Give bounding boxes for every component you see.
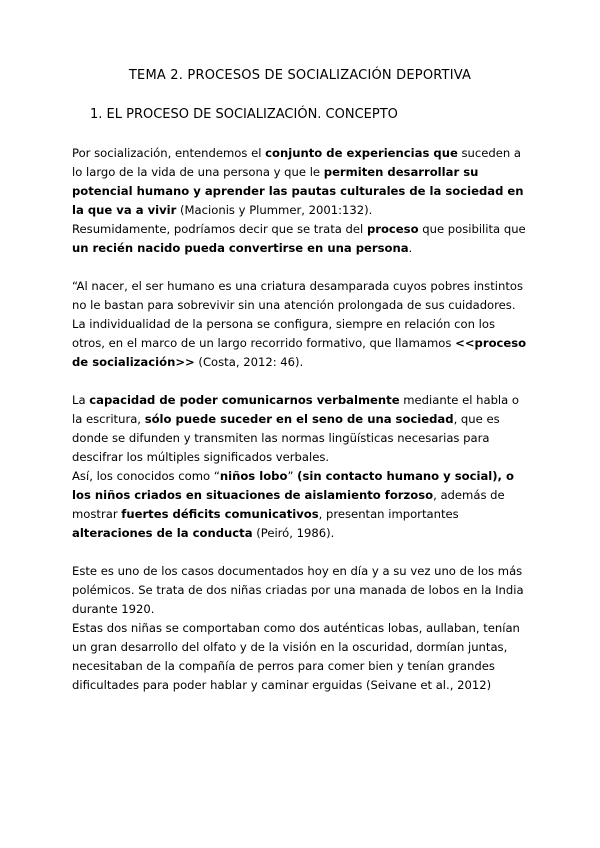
bold-run: proceso xyxy=(366,222,419,236)
text-run: Resumidamente, podríamos decir que se trata del xyxy=(72,222,367,236)
bold-run: <<proceso de socialización>> xyxy=(72,336,527,369)
bold-run: (sin contacto humano y social), o los niños criados en situaciones de aislamiento forzoso xyxy=(72,469,514,502)
paragraph-behavior: Estas dos niñas se comportaban como dos auténticas lobas, aullaban, tenían un gran desarrollo del olfato y de la visión en la oscuridad, dormían juntas, necesitaban de la compañía de perros para comer bien y tenían grandes dificultades para poder hablar y caminar erguidas (Seivane et al., 2012) xyxy=(72,621,520,692)
text-run: que posibilita que xyxy=(418,222,526,236)
paragraph-wolf-children xyxy=(72,467,528,543)
paragraph-quote xyxy=(72,277,528,372)
text-run: (Macionis y Plummer, 2001:132). xyxy=(176,203,373,217)
section-heading: 1. EL PROCESO DE SOCIALIZACIÓN. CONCEPTO xyxy=(90,107,398,122)
paragraph-definition xyxy=(72,144,528,220)
bold-run: alteraciones de la conducta xyxy=(72,526,253,540)
bold-run: niños lobo xyxy=(219,469,288,483)
text-run: La xyxy=(72,393,90,407)
text-run: Por socialización, entendemos el xyxy=(72,146,266,160)
document-title: TEMA 2. PROCESOS DE SOCIALIZACIÓN DEPORTIVA xyxy=(128,68,472,83)
bold-run: capacidad de poder comunicarnos verbalmente xyxy=(89,393,400,407)
text-run: (Peiró, 1986). xyxy=(252,526,335,540)
paragraph-communication xyxy=(72,391,528,467)
spacer xyxy=(72,258,528,277)
bold-run: permiten desarrollar su potencial humano y aprender las pautas culturales de la sociedad en la que va a vivir xyxy=(72,165,524,217)
bold-run: conjunto de experiencias que xyxy=(265,146,458,160)
text-run: ” xyxy=(287,469,298,483)
spacer xyxy=(72,543,528,562)
text-run: suceden a lo largo de la vida de una persona y que le xyxy=(72,146,522,179)
text-run: (Costa, 2012: 46). xyxy=(194,355,304,369)
bold-run: fuertes déficits comunicativos xyxy=(121,507,319,521)
bold-run: un recién nacido pueda convertirse en una persona xyxy=(72,241,409,255)
paragraph-case: Este es uno de los casos documentados hoy en día y a su vez uno de los más polémicos. Se trata de dos niñas criadas por una manada de lobos en la India durante 1920. xyxy=(72,564,524,616)
text-run: mediante el habla o la escritura, xyxy=(72,393,520,426)
text-run: . xyxy=(408,241,413,255)
text-run: , presentan importantes xyxy=(318,507,459,521)
text-run: Así, los conocidos como “ xyxy=(72,469,220,483)
paragraph-summary xyxy=(72,220,528,258)
text-run: , además de mostrar xyxy=(72,488,505,521)
text-run: , que es donde se difunden y transmiten las normas lingüísticas necesarias para descifrar los múltiples significados verbales. xyxy=(72,412,500,464)
spacer xyxy=(72,372,528,391)
bold-run: sólo puede suceder en el seno de una sociedad xyxy=(144,412,454,426)
text-run: “Al nacer, el ser humano es una criatura desamparada cuyos pobres instintos no le bastan para sobrevivir sin una atención prolongada de sus cuidadores. La individualidad de la persona se configura, siempre en relación con los otros, en el marco de un largo recorrido formativo, que llamamos xyxy=(72,279,523,350)
